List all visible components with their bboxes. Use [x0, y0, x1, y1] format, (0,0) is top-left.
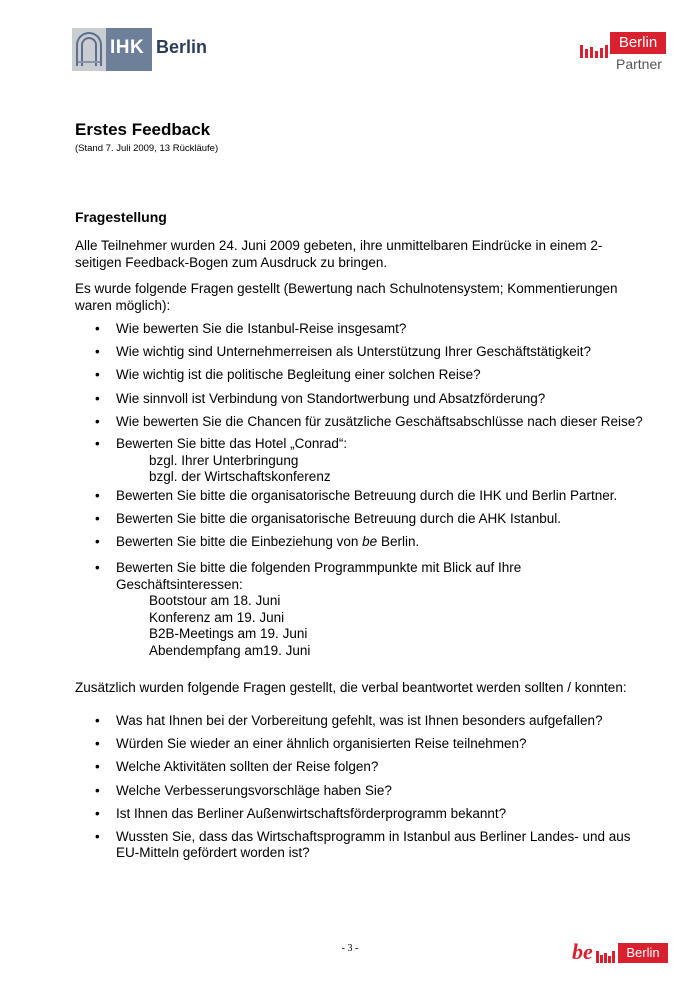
list-item: • Ist Ihnen das Berliner Außenwirtschaftsförderprogramm bekannt?: [95, 805, 507, 821]
list-item: • Würden Sie wieder an einer ähnlich organisierten Reise teilnehmen?: [95, 736, 527, 752]
berlin-bars-icon: [596, 951, 616, 963]
section-heading: Fragestellung: [75, 209, 167, 225]
list-item: • Bewerten Sie bitte die organisatorische Betreuung durch die IHK und Berlin Partner.: [95, 488, 618, 503]
bullet-icon: •: [95, 805, 100, 821]
list-item: • Welche Aktivitäten sollten der Reise folgen?: [95, 759, 379, 775]
bullet-icon: •: [95, 828, 100, 844]
list-item: • Wie bewerten Sie die Istanbul-Reise insgesamt?: [95, 321, 407, 336]
bullet-icon: •: [95, 713, 100, 728]
ihk-logo-short: IHK: [110, 37, 145, 58]
bullet-icon: •: [95, 759, 100, 775]
list-item: • Wie bewerten Sie die Chancen für zusätzliche Geschäftsabschlüsse nach dieser Reise?: [95, 413, 643, 429]
list-item: • Bewerten Sie bitte die Einbeziehung von be Berlin.: [95, 534, 420, 549]
be-emphasis: be: [362, 534, 378, 549]
list-item: • Wie wichtig sind Unternehmerreisen als Unterstützung Ihrer Geschäftstätigkeit?: [95, 344, 591, 360]
berlin-bars-icon: [580, 45, 608, 58]
ihk-emblem-icon: [72, 28, 152, 71]
bullet-icon: •: [95, 390, 100, 406]
page-subtitle: (Stand 7. Juli 2009, 13 Rückläufe): [75, 143, 219, 154]
sub-item: Bootstour am 18. Juni: [149, 593, 281, 608]
hotel-question: [75, 436, 645, 486]
berlin-partner-logo: [580, 32, 666, 74]
page-number: - 3 -: [341, 943, 359, 954]
list-item: • Wie sinnvoll ist Verbindung von Standortwerbung und Absatzförderung?: [95, 390, 546, 406]
bullet-icon: •: [95, 413, 100, 429]
list-item: • Was hat Ihnen bei der Vorbereitung gefehlt, was ist Ihnen besonders aufgefallen?: [95, 713, 603, 728]
verbal-intro: Zusätzlich wurden folgende Fragen gestellt, die verbal beantwortet werden sollten / konnten:: [75, 680, 627, 695]
list-item: • Bewerten Sie bitte die organisatorische Betreuung durch die AHK Istanbul.: [95, 511, 562, 526]
verbal-question-list: [75, 713, 645, 862]
bullet-icon: •: [95, 367, 100, 383]
bullet-icon: •: [95, 488, 100, 503]
questions-intro: Es wurde folgende Fragen gestellt (Bewertung nach Schulnotensystem; Kommentierungen waren möglich):: [75, 281, 618, 313]
sub-item: Konferenz am 19. Juni: [149, 609, 285, 625]
question-list: [75, 321, 645, 430]
question-list-2: [75, 488, 645, 551]
bullet-icon: •: [95, 534, 100, 549]
bullet-icon: •: [95, 436, 100, 451]
list-item: • Welche Verbesserungsvorschläge haben Sie?: [95, 782, 392, 798]
berlin-partner-logo-top: Berlin: [610, 32, 666, 54]
be-logo-city: Berlin: [618, 943, 668, 963]
bullet-icon: •: [95, 782, 100, 798]
page-title: Erstes Feedback: [75, 120, 211, 139]
berlin-partner-logo-bottom: Partner: [616, 56, 662, 72]
bullet-icon: •: [95, 736, 100, 752]
list-item: • Wie wichtig ist die politische Begleitung einer solchen Reise?: [95, 367, 481, 383]
sub-item: bzgl. der Wirtschaftskonferenz: [149, 469, 331, 484]
ihk-berlin-logo: [72, 28, 208, 71]
sub-item: B2B-Meetings am 19. Juni: [149, 626, 308, 641]
intro-paragraph: Alle Teilnehmer wurden 24. Juni 2009 gebeten, ihre unmittelbaren Eindrücke in einem 2-seitigen Feedback-Bogen zum Ausdruck zu bringen.: [75, 238, 603, 270]
sub-item: Abendempfang am19. Juni: [149, 642, 311, 658]
list-item: • Bewerten Sie bitte das Hotel „Conrad“: bzgl. Ihrer Unterbringung bzgl. der Wirtschaftskonferenz: [75, 436, 645, 486]
ihk-logo-city: Berlin: [156, 37, 208, 57]
bullet-icon: •: [95, 560, 100, 575]
bullet-icon: •: [95, 344, 100, 360]
bullet-icon: •: [95, 511, 100, 526]
be-logo-text: be: [572, 939, 593, 964]
sub-item: bzgl. Ihrer Unterbringung: [149, 452, 299, 468]
list-item: • Wussten Sie, dass das Wirtschaftsprogramm in Istanbul aus Berliner Landes- und aus EU-Mitteln gefördert worden ist?: [95, 828, 631, 861]
bullet-icon: •: [95, 321, 100, 336]
program-question: [75, 560, 645, 659]
be-berlin-logo: [572, 941, 668, 967]
list-item: • Bewerten Sie bitte die folgenden Programmpunkte mit Blick auf Ihre Geschäftsinteressen: Bootstour am 18. Juni Konferenz am 19. Juni B2B-Meetings am 19. Juni Abendempfang am19. Juni: [75, 560, 645, 659]
